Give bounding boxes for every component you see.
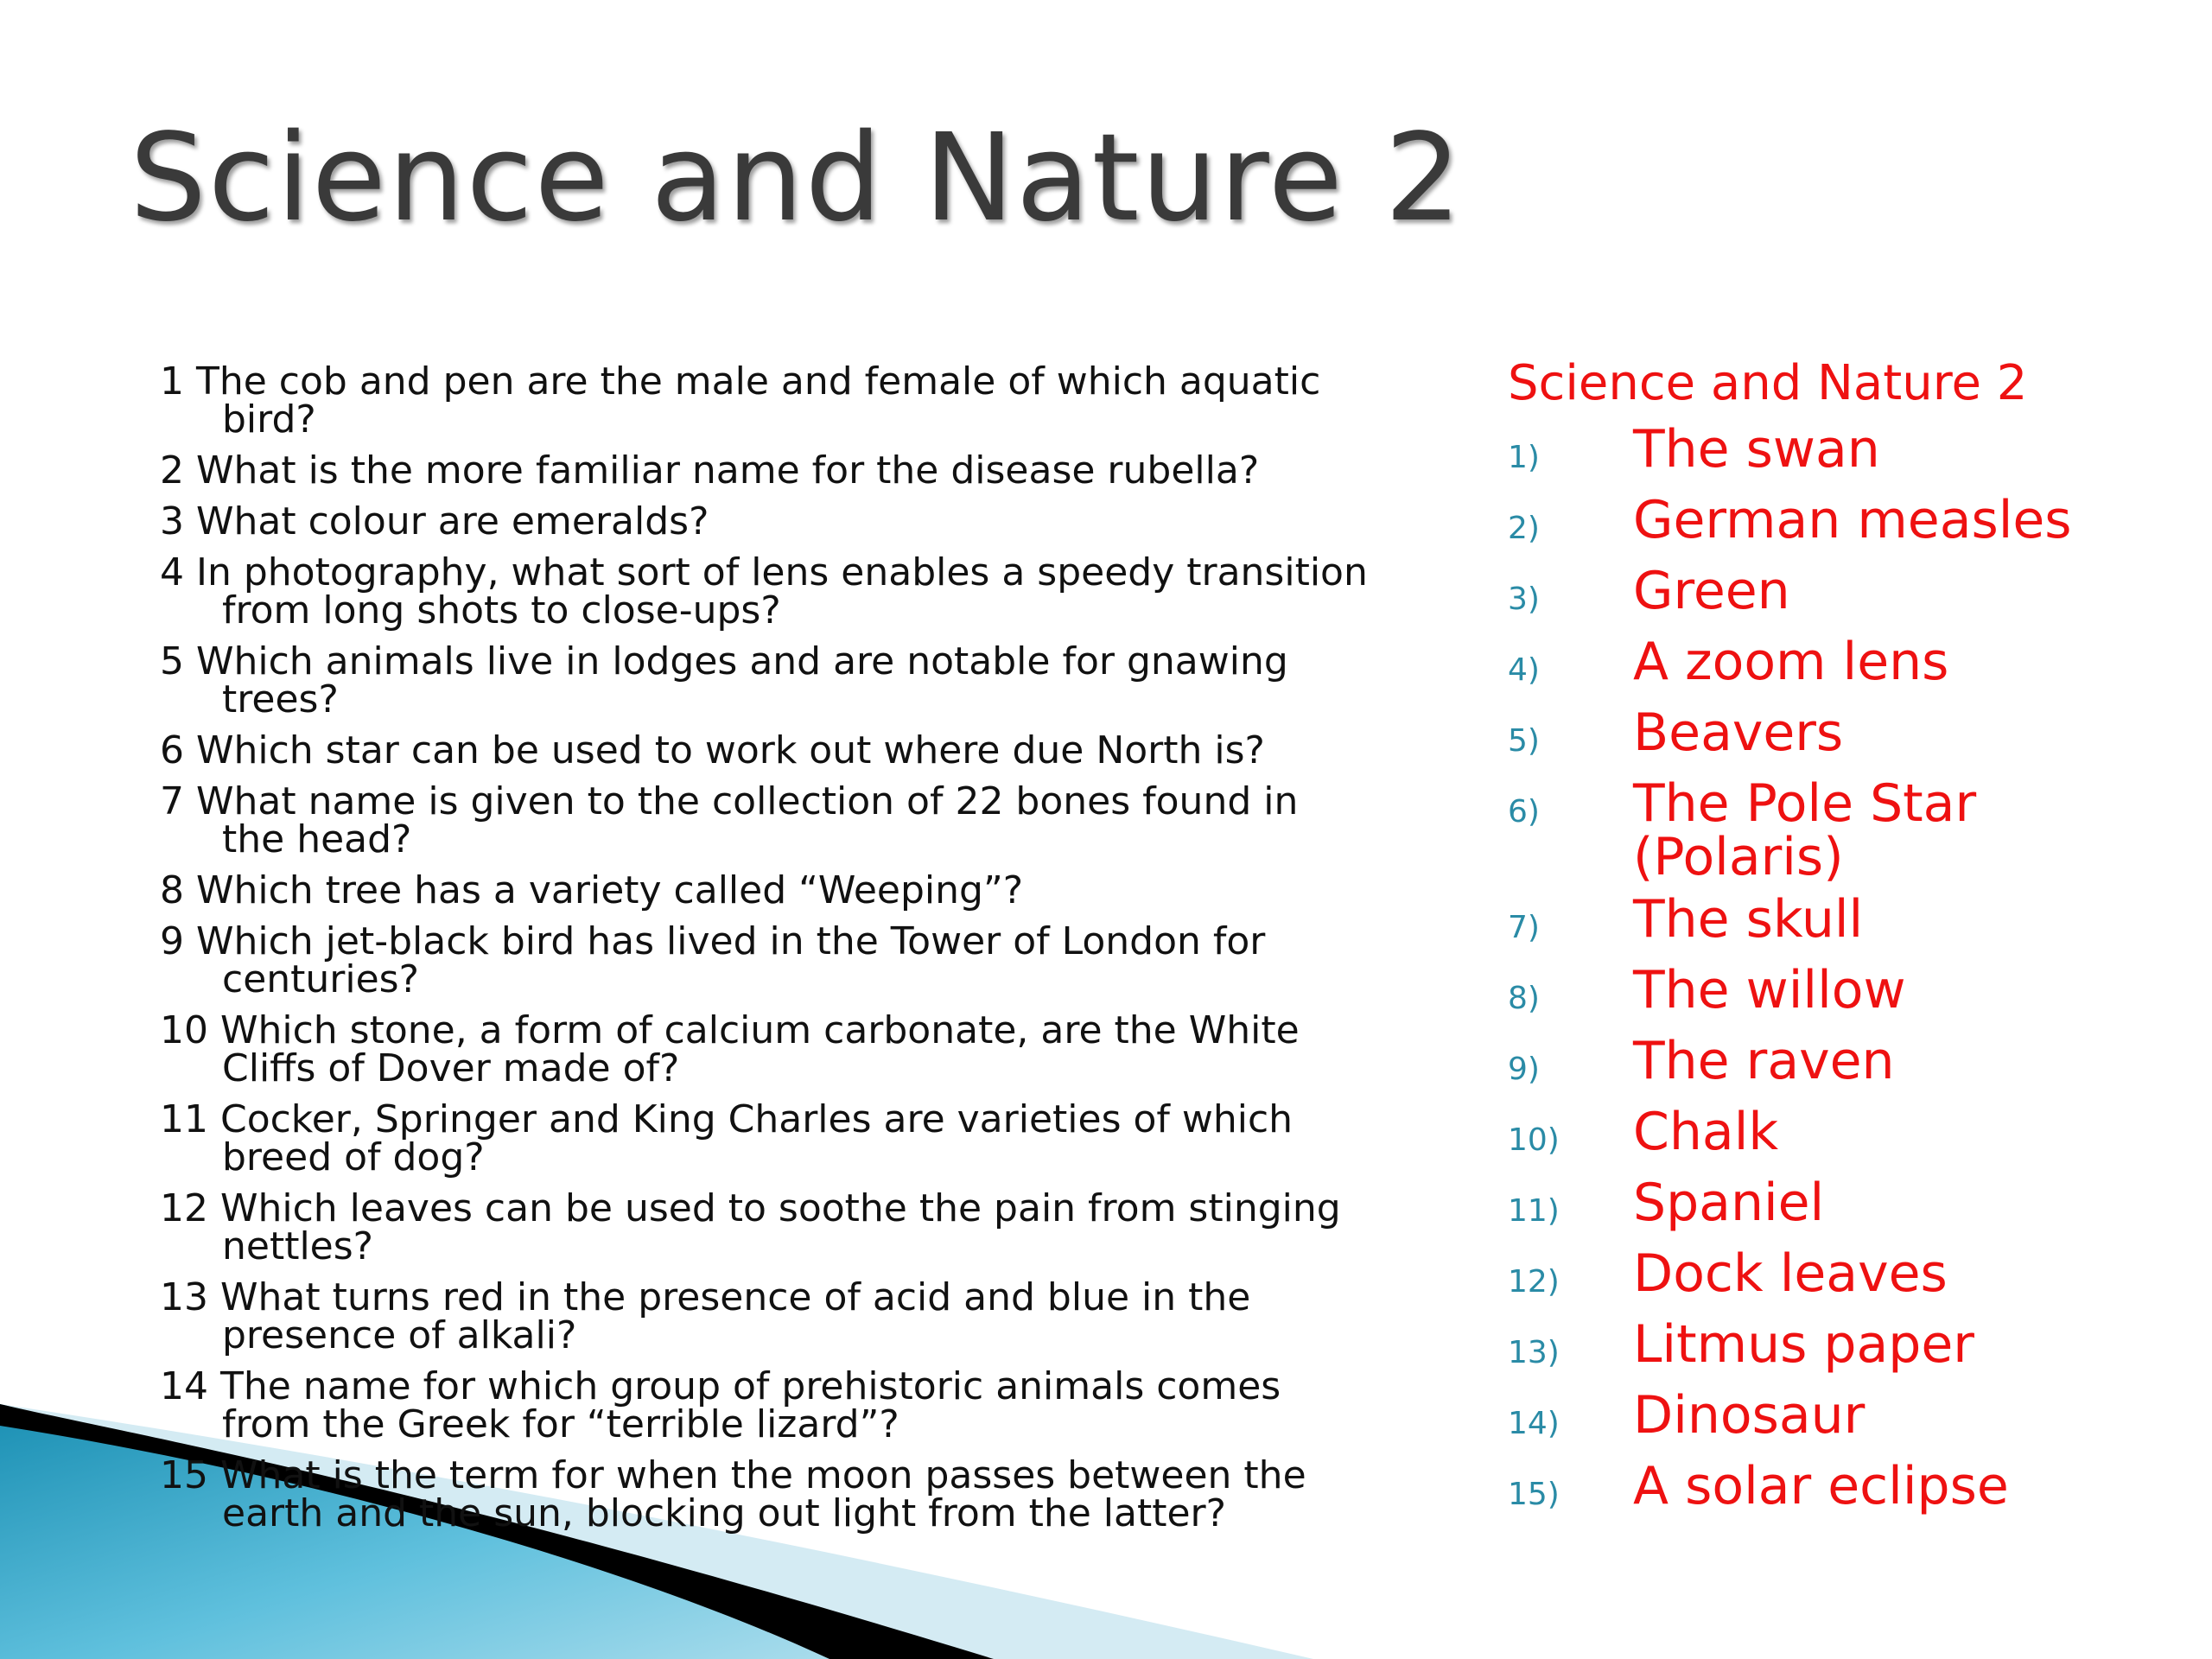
answer-item bbox=[1508, 561, 2190, 626]
answer-number: 3) bbox=[1508, 582, 1540, 617]
answer-text: Spaniel bbox=[1633, 1173, 1825, 1233]
answer-number: 15) bbox=[1508, 1477, 1560, 1512]
answer-text: A solar eclipse bbox=[1633, 1456, 2009, 1516]
answer-item bbox=[1508, 419, 2190, 485]
question-item: 1 The cob and pen are the male and female of which aquatic bird? bbox=[160, 359, 1321, 442]
answer-item bbox=[1508, 1031, 2190, 1096]
answer-number: 2) bbox=[1508, 511, 1540, 546]
answer-list bbox=[1508, 419, 2190, 1522]
answer-item bbox=[1508, 632, 2190, 697]
answer-number: 9) bbox=[1508, 1052, 1540, 1087]
answer-text: The swan bbox=[1633, 419, 1880, 480]
answer-text: The Pole Star (Polaris) bbox=[1633, 773, 1977, 887]
answer-number: 1) bbox=[1508, 440, 1540, 475]
question-list bbox=[160, 359, 1370, 1546]
answer-text: Green bbox=[1633, 561, 1790, 621]
answer-text: Litmus paper bbox=[1633, 1314, 1974, 1375]
answer-number: 11) bbox=[1508, 1193, 1560, 1229]
question-item: 14 The name for which group of prehistoric animals comes from the Greek for “terrible lizard”? bbox=[160, 1364, 1281, 1446]
slide-title: Science and Nature 2 bbox=[130, 108, 1464, 249]
answer-number: 13) bbox=[1508, 1335, 1560, 1370]
answer-item bbox=[1508, 773, 2190, 887]
question-item: 12 Which leaves can be used to soothe the pain from stinging nettles? bbox=[160, 1186, 1341, 1268]
answer-text: The willow bbox=[1633, 960, 1906, 1020]
question-item: 8 Which tree has a variety called “Weeping”? bbox=[160, 868, 1024, 912]
answer-item bbox=[1508, 1102, 2190, 1167]
answer-text: Beavers bbox=[1633, 702, 1844, 763]
answer-item bbox=[1508, 960, 2190, 1026]
answer-item bbox=[1508, 889, 2190, 955]
question-item: 6 Which star can be used to work out where due North is? bbox=[160, 728, 1265, 772]
answer-text: A zoom lens bbox=[1633, 632, 1949, 692]
answer-number: 12) bbox=[1508, 1264, 1560, 1300]
answer-number: 5) bbox=[1508, 723, 1540, 759]
answer-item bbox=[1508, 1173, 2190, 1238]
answer-number: 8) bbox=[1508, 981, 1540, 1016]
question-item: 10 Which stone, a form of calcium carbonate, are the White Cliffs of Dover made of? bbox=[160, 1008, 1300, 1090]
answer-number: 14) bbox=[1508, 1406, 1560, 1441]
answers-heading: Science and Nature 2 bbox=[1508, 355, 2028, 411]
question-item: 7 What name is given to the collection of 22 bones found in the head? bbox=[160, 779, 1299, 861]
question-item: 9 Which jet-black bird has lived in the Tower of London for centuries? bbox=[160, 919, 1266, 1001]
answer-text: Chalk bbox=[1633, 1102, 1779, 1162]
answer-text: Dock leaves bbox=[1633, 1243, 1948, 1304]
question-item: 2 What is the more familiar name for the disease rubella? bbox=[160, 448, 1260, 493]
answer-item bbox=[1508, 1243, 2190, 1309]
question-item: 4 In photography, what sort of lens enables a speedy transition from long shots to close-ups? bbox=[160, 550, 1368, 632]
question-item: 13 What turns red in the presence of acid and blue in the presence of alkali? bbox=[160, 1275, 1251, 1357]
answer-number: 7) bbox=[1508, 910, 1540, 945]
question-item: 11 Cocker, Springer and King Charles are varieties of which breed of dog? bbox=[160, 1097, 1294, 1179]
answer-item bbox=[1508, 1456, 2190, 1522]
question-item: 3 What colour are emeralds? bbox=[160, 499, 709, 543]
answer-number: 6) bbox=[1508, 794, 1540, 830]
answer-item bbox=[1508, 1314, 2190, 1380]
answer-item bbox=[1508, 1385, 2190, 1451]
answer-text: Dinosaur bbox=[1633, 1385, 1866, 1446]
answer-text: The skull bbox=[1633, 889, 1864, 950]
question-item: 15 What is the term for when the moon passes between the earth and the sun, blocking out light from the latter? bbox=[160, 1453, 1306, 1535]
answer-item bbox=[1508, 490, 2190, 556]
answer-number: 4) bbox=[1508, 652, 1540, 688]
answer-item bbox=[1508, 702, 2190, 768]
answers-panel bbox=[1508, 357, 2190, 1530]
question-item: 5 Which animals live in lodges and are notable for gnawing trees? bbox=[160, 639, 1288, 721]
answer-text: The raven bbox=[1633, 1031, 1895, 1091]
answer-number: 10) bbox=[1508, 1122, 1560, 1158]
answer-text: German measles bbox=[1633, 490, 2072, 550]
